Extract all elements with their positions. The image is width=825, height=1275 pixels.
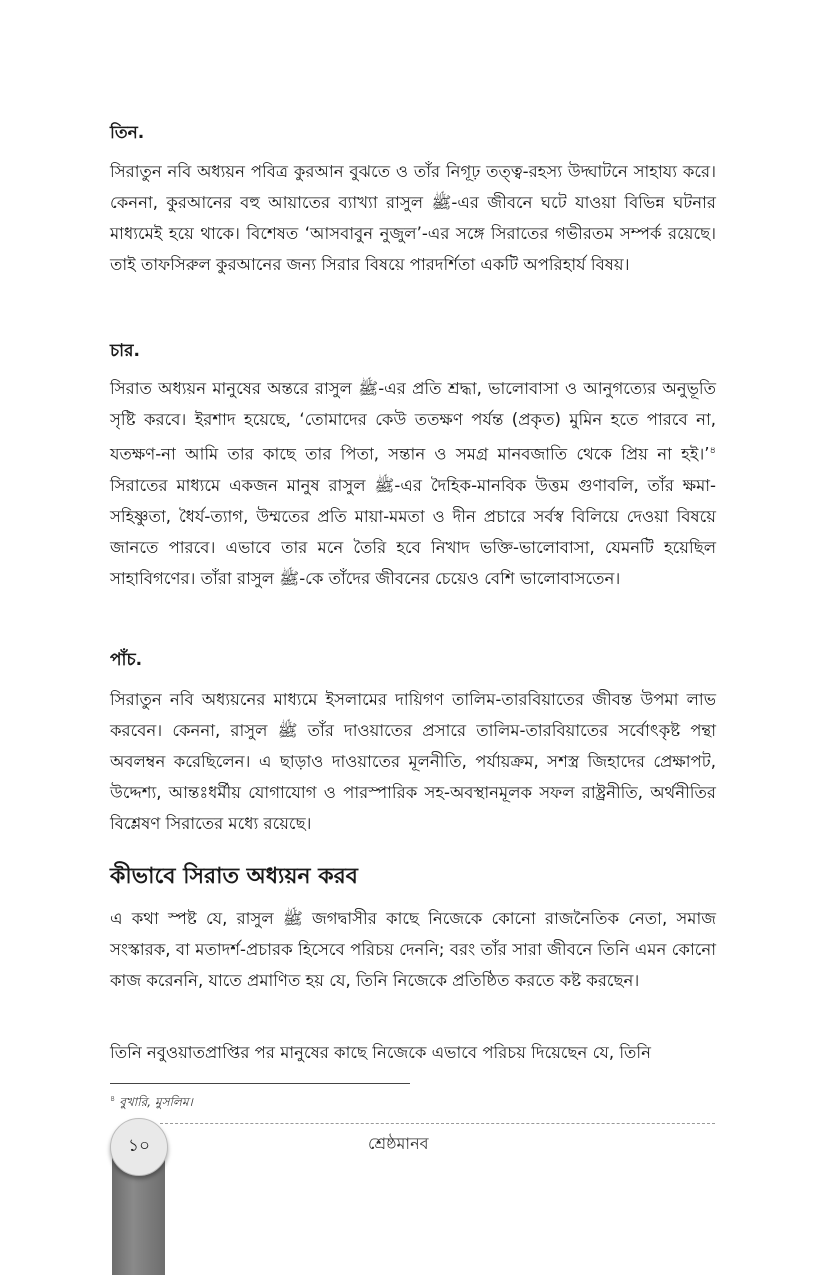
chapter-subheading: কীভাবে সিরাত অধ্যয়ন করব [110, 864, 358, 889]
footnote-text: বুখারি, মুসলিম। [119, 1095, 193, 1109]
main-paragraph-two: তিনি নবুওয়াতপ্রাপ্তির পর মানুষের কাছে নিজেকে এভাবে পরিচয় দিয়েছেন যে, তিনি [110, 1043, 652, 1062]
section-heading-five: পাঁচ. [110, 650, 143, 670]
section-paragraph-four [110, 373, 716, 594]
footnote-divider [110, 1083, 410, 1084]
section-paragraph-five: সিরাতুন নবি অধ্যয়নের মাধ্যমে ইসলামের দায়িগণ তালিম-তারবিয়াতের জীবন্ত উপমা লাভ করবেন। কেননা, রাসুল ﷺ তাঁর দাওয়াতের প্রসারে তালিম-তারবিয়াতের সর্বোৎকৃষ্ট পন্থা অবলম্বন করেছিলেন। এ ছাড়াও দাওয়াতের মূলনীতি, পর্যায়ক্রম, সশস্ত্র জিহাদের প্রেক্ষাপট, উদ্দেশ্য, আন্তঃধর্মীয় যোগাযোগ ও পারস্পারিক সহ-অবস্থানমূলক সফল রাষ্ট্রনীতি, অর্থনীতির বিশ্লেষণ সিরাতের মধ্যে রয়েছে। [110, 690, 716, 833]
section-paragraph-three: সিরাতুন নবি অধ্যয়ন পবিত্র কুরআন বুঝতে ও তাঁর নিগূঢ় তত্ত্ব-রহস্য উদ্ঘাটনে সাহায্য করে। কেননা, কুরআনের বহু আয়াতের ব্যাখ্যা রাসুল ﷺ-এর জীবনে ঘটে যাওয়া বিভিন্ন ঘটনার মাধ্যমেই হয়ে থাকে। বিশেষত ‘আসবাবুন নুজুল’-এর সঙ্গে সিরাতের গভীরতম সম্পর্ক রয়েছে। তাই তাফসিরুল কুরআনের জন্য সিরার বিষয়ে পারদর্শিতা একটি অপরিহার্য বিষয়। [110, 162, 717, 274]
footer-dashed-rule [160, 1123, 715, 1124]
section-heading-four: চার. [110, 341, 140, 361]
paragraph-four-part-one: সিরাত অধ্যয়ন মানুষের অন্তরে রাসুল ﷺ-এর প্রতি শ্রদ্ধা, ভালোবাসা ও আনুগত্যের অনুভূতি সৃষ্টি করবে। ইরশাদ হয়েছে, ‘তোমাদের কেউ ততক্ষণ পর্যন্ত (প্রকৃত) মুমিন হতে পারবে না, যতক্ষণ-না আমি তার কাছে তার পিতা, সন্তান ও সমগ্র মানবজাতি থেকে প্রিয় না হই।’ [110, 379, 717, 464]
footnote-reference: ৪ [709, 445, 716, 456]
page-number-badge [110, 1118, 168, 1176]
main-paragraph-one: এ কথা স্পষ্ট যে, রাসুল ﷺ জগদ্বাসীর কাছে নিজেকে কোনো রাজনৈতিক নেতা, সমাজ সংস্কারক, বা মতাদর্শ-প্রচারক হিসেবে পরিচয় দেননি; বরং তাঁর সারা জীবনে তিনি এমন কোনো কাজ করেননি, যাতে প্রমাণিত হয় যে, তিনি নিজেকে প্রতিষ্ঠিত করতে কষ্ট করছেন। [110, 909, 716, 990]
section-heading-three: তিন. [110, 123, 145, 143]
footnote-marker: ৪ [110, 1094, 116, 1103]
footnote [110, 1093, 193, 1114]
running-title: শ্রেষ্ঠমানব [368, 1134, 429, 1153]
paragraph-four-part-two: সিরাতের মাধ্যমে একজন মানুষ রাসুল ﷺ-এর দৈহিক-মানবিক উত্তম গুণাবলি, তাঁর ক্ষমা-সহিষ্ণুতা, ধৈর্য-ত্যাগ, উম্মতের প্রতি মায়া-মমতা ও দীন প্রচারে সর্বস্ব বিলিয়ে দেওয়া বিষয়ে জানতে পারবে। এভাবে তার মনে তৈরি হবে নিখাদ ভক্তি-ভালোবাসা, যেমনটি হয়েছিল সাহাবিগণের। তাঁরা রাসুল ﷺ-কে তাঁদের জীবনের চেয়েও বেশি ভালোবাসতেন। [110, 475, 716, 588]
page-number: ১০ [127, 1136, 151, 1156]
